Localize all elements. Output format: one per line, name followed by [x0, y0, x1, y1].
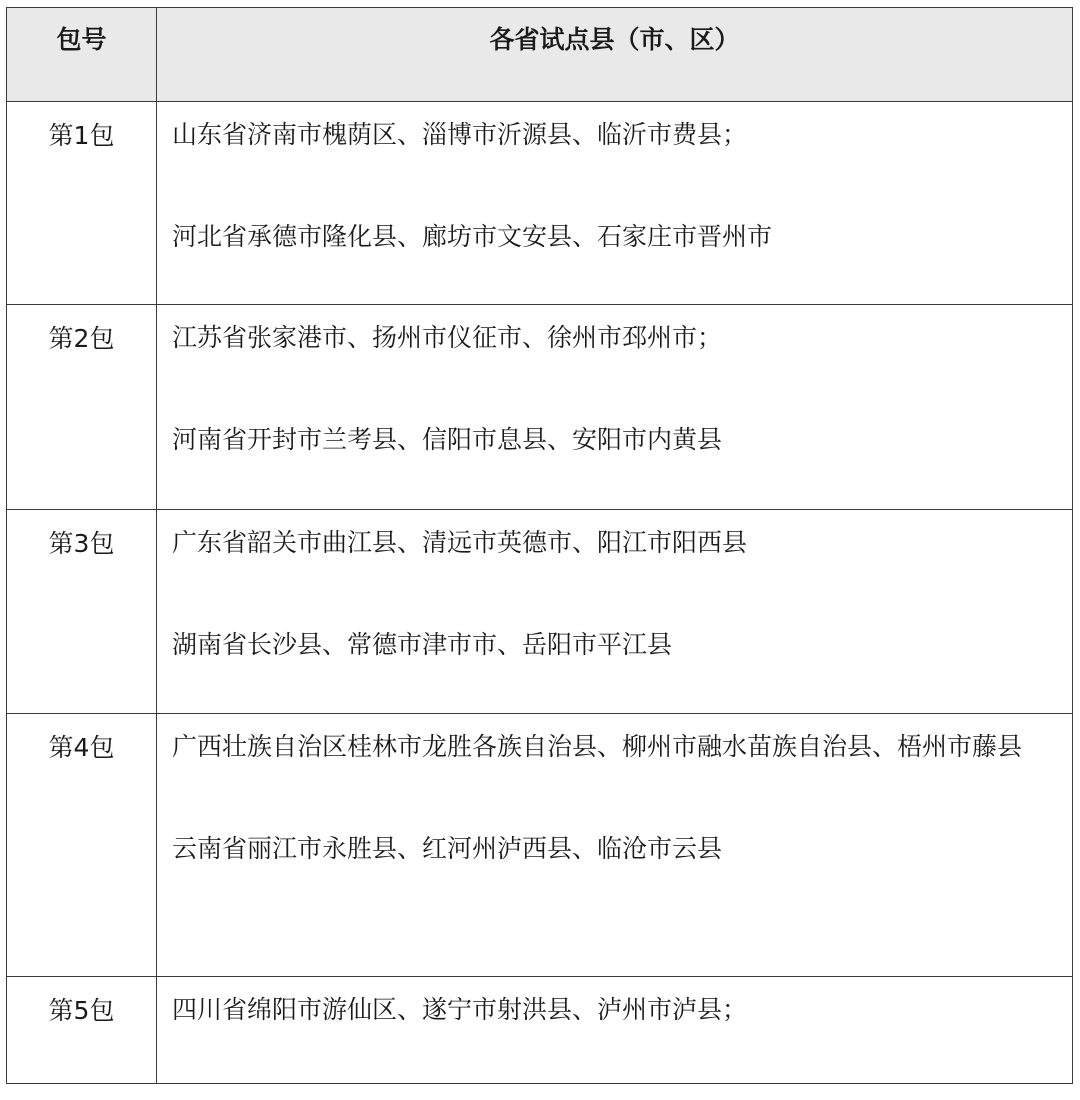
header-package: 包号	[7, 8, 157, 102]
county-line: 云南省丽江市永胜县、红河州泸西县、临沧市云县	[172, 834, 723, 863]
table-row	[7, 714, 1073, 977]
county-line: 河南省开封市兰考县、信阳市息县、安阳市内黄县	[172, 425, 723, 454]
table-row	[7, 102, 1073, 305]
county-line: 山东省济南市槐荫区、淄博市沂源县、临沂市费县；	[172, 120, 748, 149]
package-label: 第3包	[48, 529, 115, 558]
county-line: 广东省韶关市曲江县、清远市英德市、阳江市阳西县	[172, 528, 748, 557]
package-label: 第4包	[48, 733, 115, 762]
county-line: 河北省承德市隆化县、廊坊市文安县、石家庄市晋州市	[172, 222, 773, 251]
pilot-counties-table	[6, 7, 1073, 1084]
county-line: 江苏省张家港市、扬州市仪征市、徐州市邳州市；	[172, 323, 723, 352]
table-row	[7, 510, 1073, 714]
table-header-row	[7, 8, 1073, 102]
package-label: 第2包	[48, 324, 115, 353]
county-line: 四川省绵阳市游仙区、遂宁市射洪县、泸州市泸县；	[172, 995, 748, 1024]
package-label: 第1包	[48, 121, 115, 150]
package-label: 第5包	[48, 996, 115, 1025]
table-row	[7, 977, 1073, 1084]
table-row	[7, 305, 1073, 510]
header-counties: 各省试点县（市、区）	[157, 8, 1073, 102]
county-line: 广西壮族自治区桂林市龙胜各族自治县、柳州市融水苗族自治县、梧州市藤县	[172, 732, 1023, 761]
county-line: 湖南省长沙县、常德市津市市、岳阳市平江县	[172, 630, 673, 659]
